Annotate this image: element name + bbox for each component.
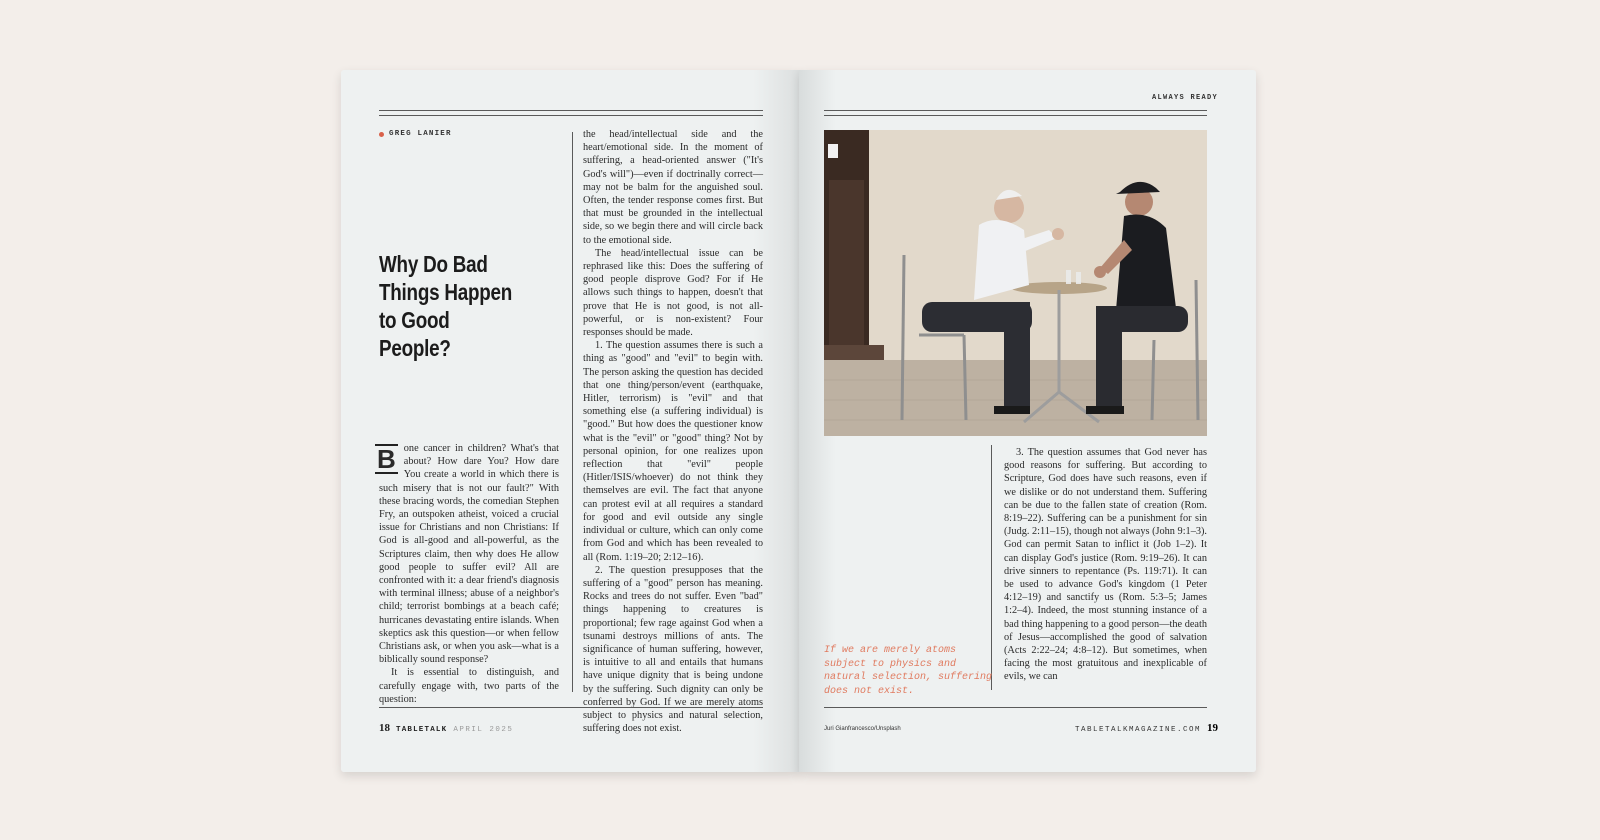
magazine-spread (341, 70, 1256, 772)
website: TABLETALKMAGAZINE.COM (1074, 726, 1201, 734)
bottom-rule (379, 707, 763, 708)
right-page (799, 70, 1256, 772)
paragraph (379, 442, 559, 666)
paragraph: 3. The question assumes that God never has good reasons for suffering. But according to Scripture, God does have such reasons, even if we dislike or do not understand them. Suffering can be due to the fallen state of creation (Rom. 8:19–22). Suffering can be a punishment for sin (Judg. 2:11–15), though not always (John 9:1–3). God can permit Satan to inflict it (Job 1–2). It can display God's justice (Rom. 9:19–26). It can drive sinners to repentance (Ps. 119:71). It can be used to advance God's kingdom (1 Peter 4:12–19) and sanctify us (Rom. 5:3–5; James 1:2–4). Indeed, the most stunning instance of a bad thing happening to a good person—the death of Jesus—accomplished the good of salvation (Acts 2:22–24; 4:8–12). But sometimes, when facing the most gratuitous and inexplicable of evils, we can (1004, 447, 1207, 683)
top-rule (824, 110, 1207, 116)
folio (379, 722, 513, 734)
article-photo (824, 130, 1207, 436)
photo-credit: Juri Gianfrancesco/Unsplash (824, 726, 901, 732)
author-name: GREG LANIER (389, 130, 452, 138)
column-3 (1004, 446, 1207, 684)
page-number: 18 (379, 722, 390, 734)
top-rule (379, 110, 763, 116)
paragraph: It is essential to distinguish, and carefully engage with, two parts of the question: (379, 667, 559, 705)
pull-quote: If we are merely atoms subject to physics and natural selection, suffering does not exist. (824, 645, 993, 697)
paragraph: 2. The question presupposes that the suffering of a "good" person has meaning. Rocks and trees do not suffer. Even "bad" things happening to creatures is proportional; few rage against God when a tsunami destroys millions of ants. The significance of human suffering, however, is intuitive to all and entails that humans have unique dignity that is being undone by the suffering. Such dignity can only be conferred by God. If we are merely atoms subject to physics and natural selection, suffering does not exist. (583, 564, 763, 735)
cafe-photo-image (824, 130, 1207, 436)
bottom-rule (824, 707, 1207, 708)
page-number: 19 (1207, 722, 1218, 734)
bullet-dot-icon (379, 132, 384, 137)
paragraph: 1. The question assumes there is such a thing as "good" and "evil" to begin with. The person asking the question has decided that one thing/person/event (earthquake, Hitler, terrorism) is "evil" and that something else (a suffering individual) is "good." But how does the questioner know what is the "evil" or "good" thing? Not by personal opinion, for one realizes upon reflection that "evil" people (Hitler/ISIS/whoever) do not think they themselves are evil. The fact that anyone can protest evil at all requires a standard for good and evil outside any single individual or culture, which can only come from God and which has been revealed to all (Rom. 1:19–20; 2:12–16). (583, 340, 763, 563)
article-headline: Why Do Bad Things Happen to Good People? (379, 251, 513, 361)
paragraph: the head/intellectual side and the heart/emotional side. In the moment of suffering, a head-oriented answer ("It's God's will")—even if doctrinally correct—may not be balm for the anguished soul. Often, the tender response comes first. But that must be grounded in the intellectual side, so we begin there and will circle back to the emotional side. (583, 129, 763, 246)
column-1 (379, 442, 559, 706)
issue-date: APRIL 2025 (453, 726, 514, 734)
paragraph-text: one cancer in children? What's that about? How dare You? How dare You create a world in which there is such misery that is not our fault?" With these bracing words, the comedian Stephen Fry, an outspoken atheist, voiced a crucial issue for Christians and non Christians: If God is all-good and all-powerful, as the Scriptures claim, then why does He allow good people to suffer evil? All are confronted with it: a dear friend's diagnosis with terminal illness; abuse of a neighbor's child; terrorist bombings at a beach café; hurricanes devastating entire islands. When skeptics ask this question—or when fellow Christians ask, or when you ask—what is a biblically sound response? (379, 443, 559, 666)
drop-cap: B (377, 444, 396, 474)
left-page (341, 70, 799, 772)
byline (379, 130, 452, 138)
column-divider (572, 132, 573, 692)
folio (1075, 722, 1218, 734)
paragraph: The head/intellectual issue can be rephrased like this: Does the suffering of good people disprove God? For if He allows such things to happen, doesn't that prove that He is not good, is not all-powerful, or is non-existent? Four responses should be made. (583, 247, 763, 339)
magazine-name: TABLETALK (396, 726, 448, 734)
column-2 (583, 128, 763, 735)
running-head: ALWAYS READY (1151, 94, 1218, 102)
